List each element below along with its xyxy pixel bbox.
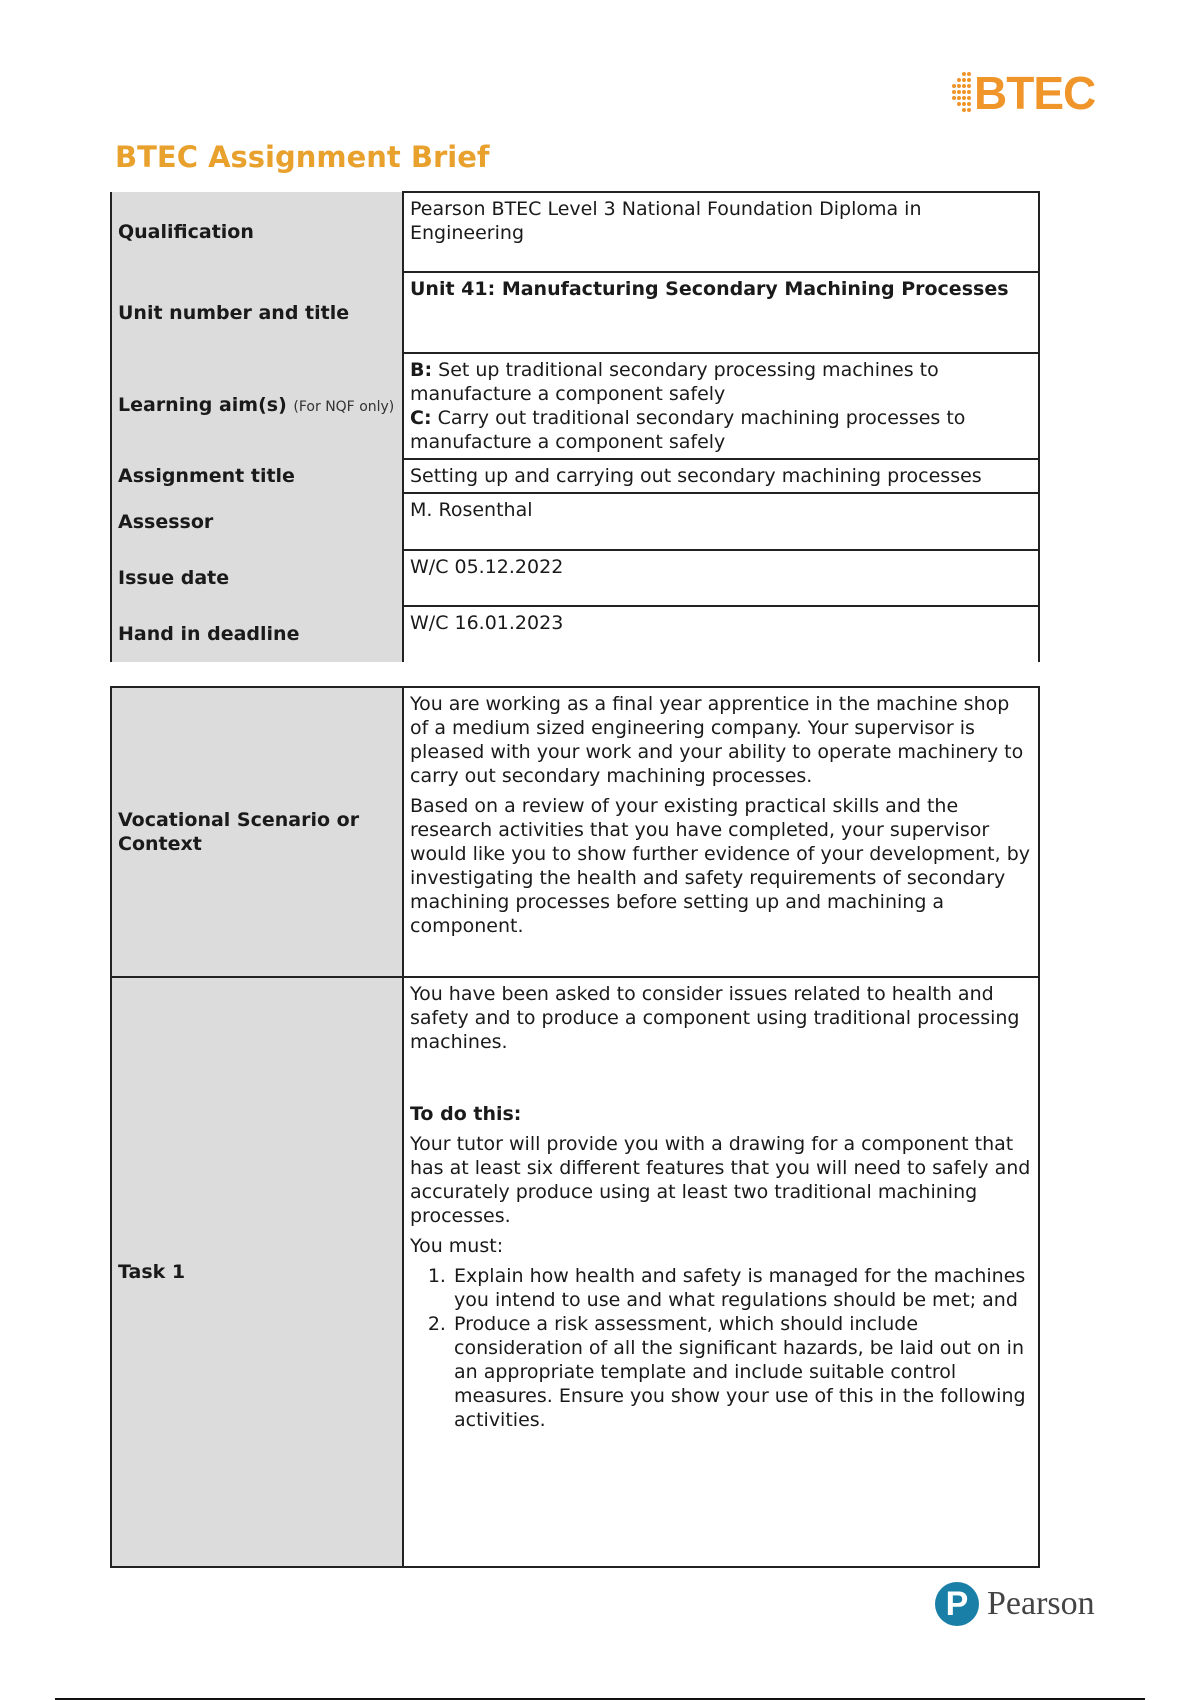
table-row — [111, 687, 1039, 977]
issue-date-value: W/C 05.12.2022 — [403, 550, 1039, 606]
task-body: Your tutor will provide you with a drawing for a component that has at least six different features that you will need to safely and accurately produce using at least two traditional machining processes. — [410, 1133, 1031, 1227]
learning-aims-label-text: Learning aim(s) — [118, 394, 287, 416]
task-value — [403, 977, 1039, 1567]
learning-aims-note: (For NQF only) — [293, 399, 395, 415]
assessor-value: M. Rosenthal — [403, 493, 1039, 550]
learning-aims-value — [403, 353, 1039, 459]
scenario-paragraph: Based on a review of your existing practical skills and the research activities that you have completed, your supervisor would like you to show further evidence of your development, by investigating the health and safety requirements of secondary machining processes before setting up and machining a component. — [410, 795, 1030, 937]
assignment-title-value: Setting up and carrying out secondary machining processes — [403, 459, 1039, 493]
task-label: Task 1 — [111, 977, 403, 1567]
table-row — [111, 977, 1039, 1567]
issue-date-label: Issue date — [111, 550, 403, 606]
aim-b: B: Set up traditional secondary processing machines to manufacture a component safely — [410, 359, 939, 405]
task-intro: You have been asked to consider issues related to health and safety and to produce a component using traditional processing machines. — [410, 983, 1020, 1053]
table-row — [111, 353, 1039, 459]
scenario-label: Vocational Scenario or Context — [111, 687, 403, 977]
table-row — [111, 192, 1039, 272]
task-steps — [410, 1264, 1032, 1432]
pearson-wordmark: Pearson — [987, 1585, 1095, 1622]
table-row — [111, 606, 1039, 662]
table-row — [111, 459, 1039, 493]
task-must: You must: — [410, 1235, 504, 1257]
list-item: 1. Explain how health and safety is managed for the machines you intend to use and what regulations should be met; and — [452, 1264, 1032, 1312]
btec-logo-text: BTEC — [974, 67, 1096, 119]
unit-label: Unit number and title — [111, 272, 403, 353]
table-row — [111, 272, 1039, 353]
assignment-title-label: Assignment title — [111, 459, 403, 493]
pearson-mark-icon: P — [935, 1582, 979, 1626]
scenario-task-table — [110, 686, 1040, 1568]
scenario-paragraph: You are working as a final year apprentice in the machine shop of a medium sized engineering company. Your supervisor is pleased with your work and your ability to operate machinery to carry out secondary machining processes. — [410, 693, 1024, 787]
unit-value: Unit 41: Manufacturing Secondary Machining Processes — [403, 272, 1039, 353]
table-row — [111, 550, 1039, 606]
scenario-value — [403, 687, 1039, 977]
assignment-details-table — [110, 191, 1040, 662]
pearson-logo — [935, 1582, 1095, 1626]
qualification-value: Pearson BTEC Level 3 National Foundation Diploma in Engineering — [403, 192, 1039, 272]
btec-logo — [950, 67, 1096, 119]
table-row — [111, 493, 1039, 550]
assessor-label: Assessor — [111, 493, 403, 550]
list-item: 2. Produce a risk assessment, which should include consideration of all the significant hazards, be laid out on in an appropriate template and include suitable control measures. Ensure you show your use of this in the following activities. — [452, 1312, 1032, 1432]
learning-aims-label — [111, 353, 403, 459]
deadline-label: Hand in deadline — [111, 606, 403, 662]
page-title: BTEC Assignment Brief — [115, 140, 490, 174]
aim-c: C: Carry out traditional secondary machining processes to manufacture a component safely — [410, 407, 966, 453]
btec-dots-icon — [950, 70, 972, 116]
qualification-label: Qualification — [111, 192, 403, 272]
task-heading: To do this: — [410, 1103, 522, 1125]
deadline-value: W/C 16.01.2023 — [403, 606, 1039, 662]
